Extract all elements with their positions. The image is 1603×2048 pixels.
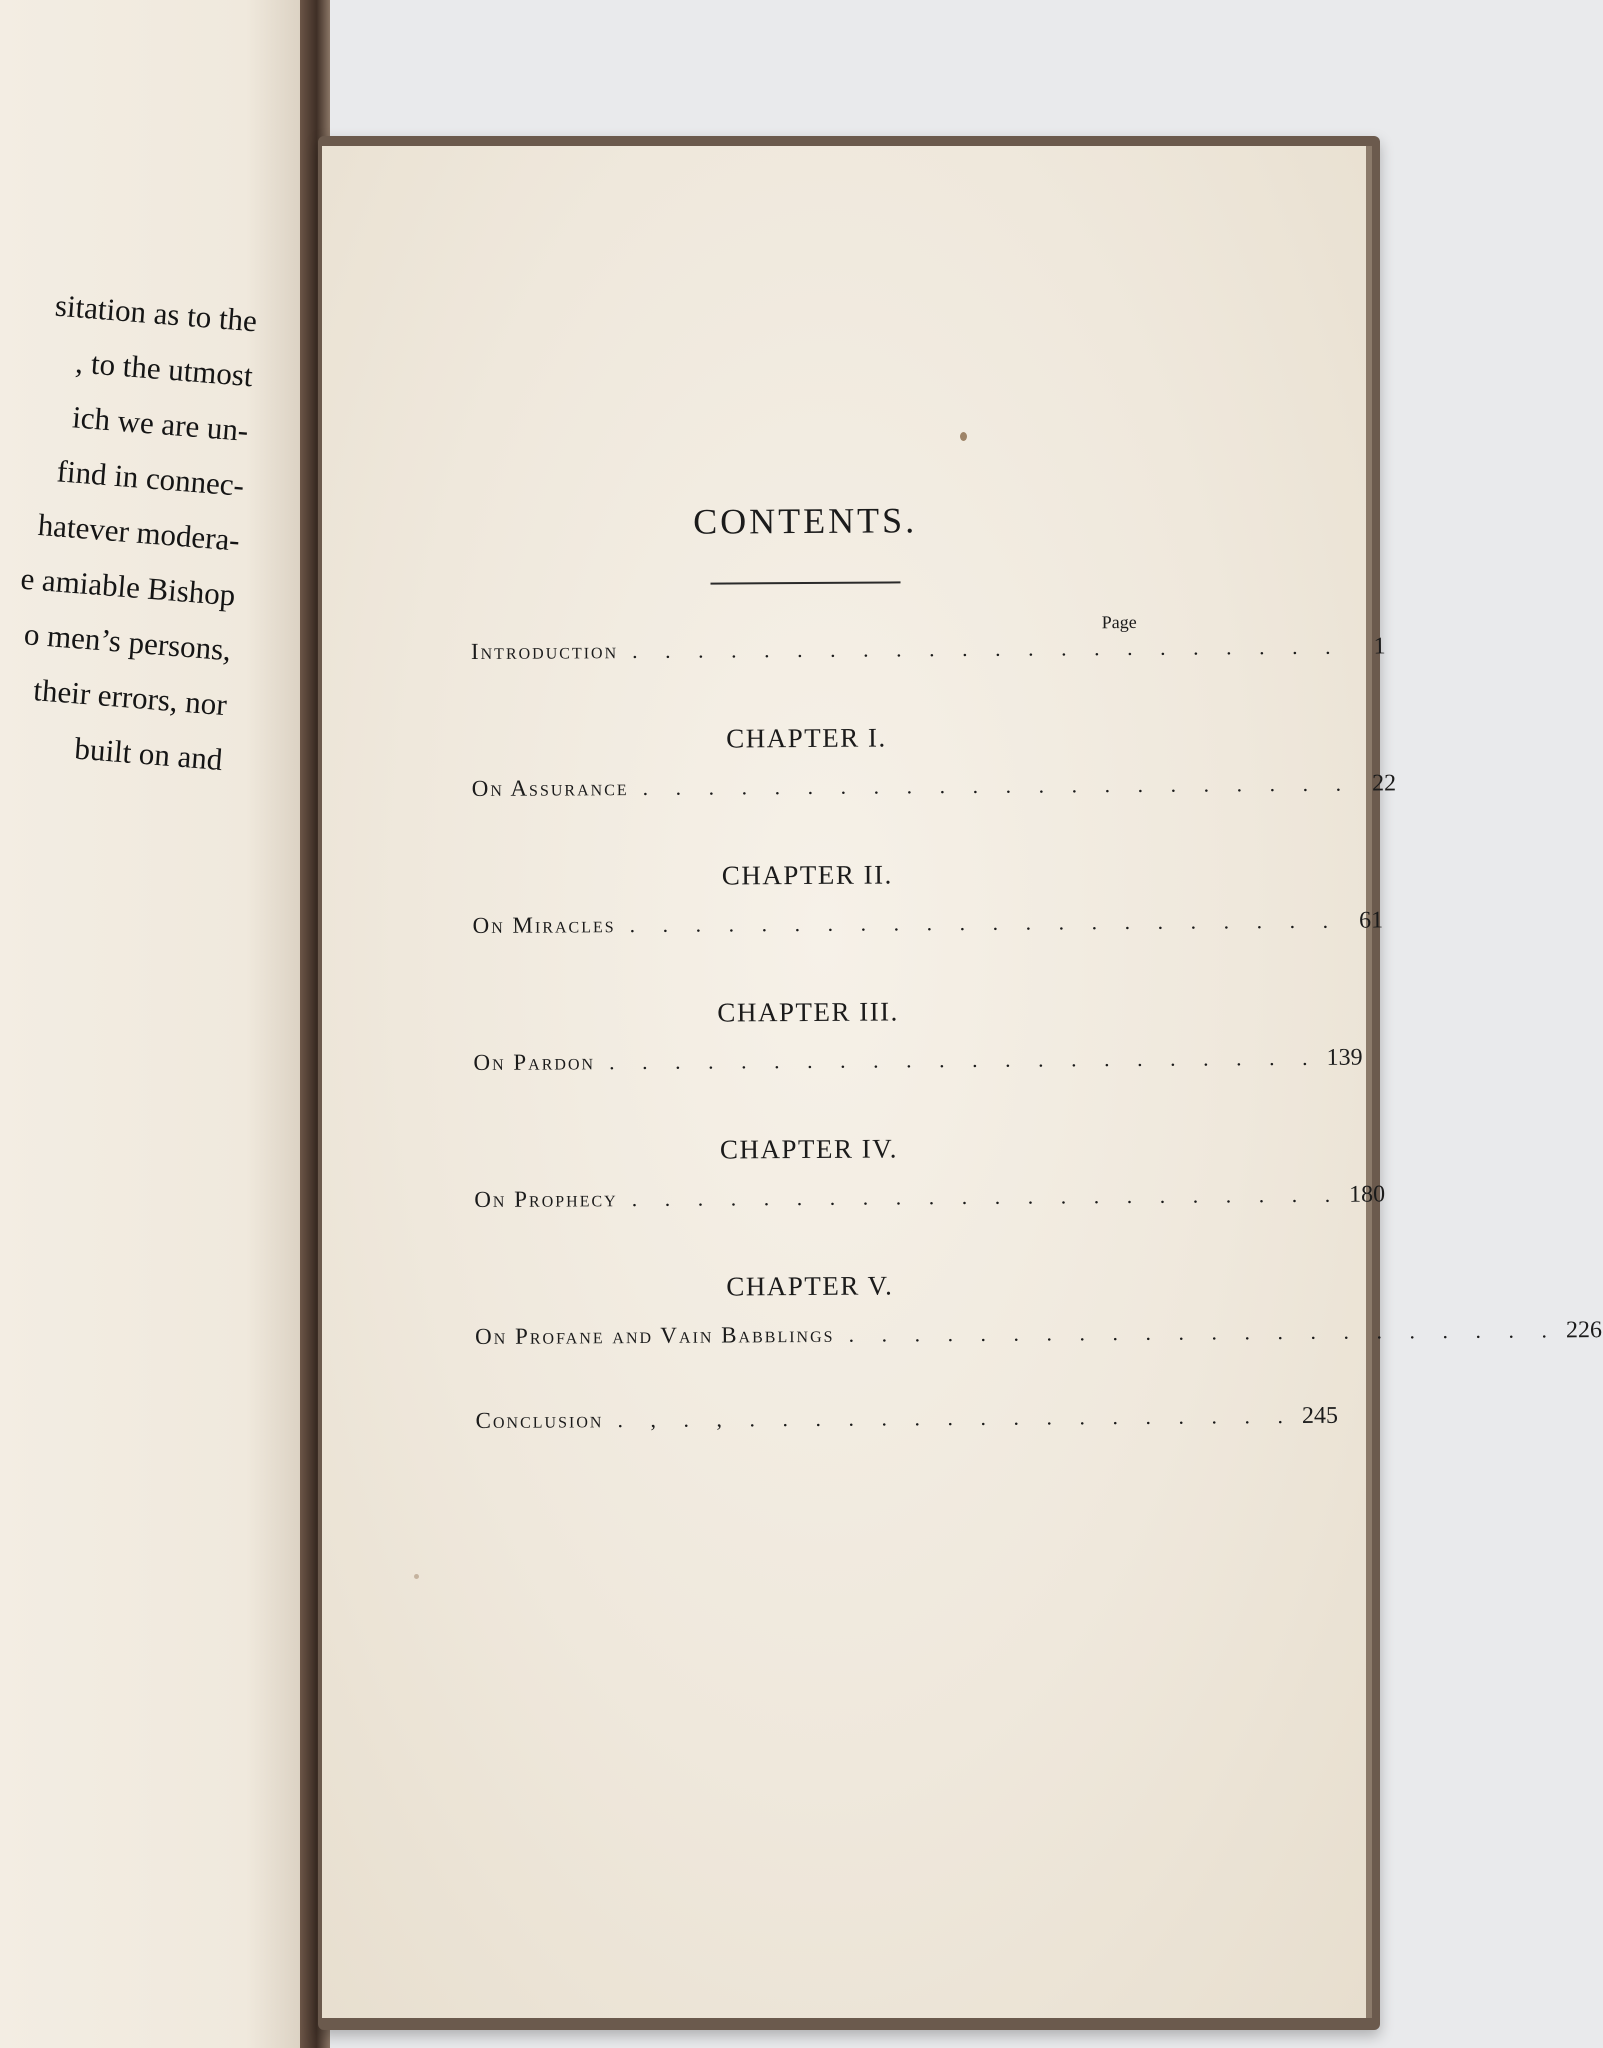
entry-page-number: 1: [1373, 633, 1386, 660]
toc-entry: [475, 1317, 1603, 1364]
left-text-line: built on and: [73, 730, 224, 778]
entry-page-number: 61: [1359, 907, 1384, 934]
chapter-heading: CHAPTER IV.: [719, 1133, 899, 1165]
chapter-heading: CHAPTER I.: [726, 722, 887, 754]
dot-leader: . . . . . . . . . . . . . . . . . . . . . .: [632, 633, 1342, 664]
entry-page-number: 245: [1301, 1402, 1338, 1429]
toc-entry: [474, 1181, 1386, 1227]
dot-leader: . . . . . . . . . . . . . . . . . . . . . .: [848, 1317, 1559, 1347]
left-text-line: o men’s persons,: [22, 616, 233, 668]
entry-title: On Prophecy: [474, 1186, 618, 1213]
table-of-contents: [470, 498, 1603, 1448]
entry-title: On Miracles: [472, 912, 616, 939]
page-column-label: Page: [1101, 611, 1137, 633]
toc-entry: [471, 770, 1397, 816]
entry-title: Conclusion: [475, 1407, 604, 1434]
toc-entry: [472, 907, 1384, 953]
entry-page-number: 180: [1349, 1181, 1386, 1208]
contents-title: CONTENTS.: [693, 500, 918, 542]
left-text-line: , to the utmost: [74, 344, 254, 394]
left-text-line: ich we are un-: [71, 399, 250, 449]
entry-title: On Profane and Vain Babblings: [475, 1321, 835, 1350]
entry-title: Introduction: [470, 638, 619, 665]
left-page-text: [0, 270, 259, 787]
entry-page-number: 226: [1565, 1317, 1603, 1344]
dot-leader: . . . . . . . . . . . . . . . . . . . . . .: [642, 770, 1353, 800]
left-text-line: find in connec-: [55, 453, 246, 503]
foxing-spot: [960, 432, 967, 441]
left-text-line: hatever modera-: [36, 506, 242, 558]
entry-title: On Assurance: [471, 775, 629, 802]
dot-leader: . . . . . . . . . . . . . . . . . . . . . .: [608, 1044, 1319, 1075]
chapter-heading: CHAPTER V.: [726, 1270, 894, 1302]
entry-page-number: 139: [1326, 1044, 1363, 1071]
toc-entry-introduction: [470, 633, 1386, 679]
toc-entry: [473, 1044, 1363, 1090]
left-text-line: their errors, nor: [32, 672, 229, 723]
title-rule: [711, 581, 901, 584]
toc-entry-conclusion: [475, 1402, 1338, 1448]
entry-title: On Pardon: [473, 1049, 596, 1076]
left-text-line: e amiable Bishop: [19, 560, 237, 613]
left-page: [0, 0, 308, 2048]
dot-leader: . . . . . . . . . . . . . . . . . . . . . .: [631, 1181, 1342, 1212]
dot-leader: . , . , . . . . . . . . . . . . . . . . .: [617, 1403, 1294, 1433]
chapter-heading: CHAPTER III.: [717, 996, 899, 1028]
entry-page-number: 22: [1372, 770, 1397, 797]
left-text-line: sitation as to the: [53, 287, 259, 339]
dot-leader: . . . . . . . . . . . . . . . . . . . . . .: [629, 907, 1340, 938]
foxing-spot: [414, 1574, 419, 1579]
chapter-heading: CHAPTER II.: [721, 859, 893, 891]
